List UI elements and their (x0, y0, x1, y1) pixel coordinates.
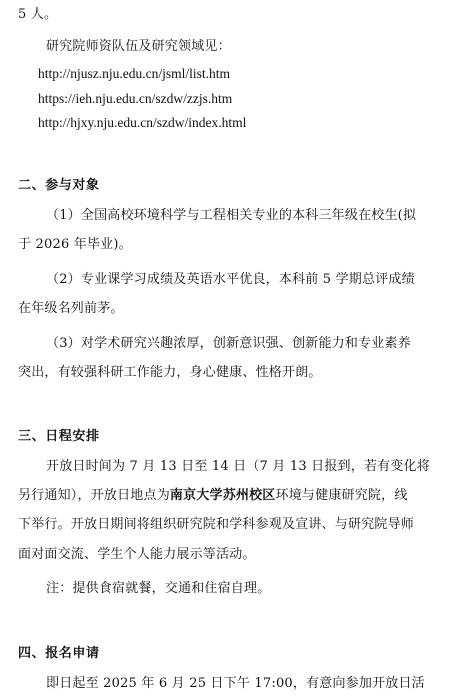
schedule-location-bold: 南京大学苏州校区 (169, 488, 276, 503)
participant-item-2-line-1: （2）专业课学习成绩及英语水平优良，本科前 5 学期总评成绩 (46, 272, 415, 287)
section-heading-participants: 二、参与对象 (18, 178, 100, 193)
faculty-link-1[interactable]: http://njusz.nju.edu.cn/jsml/list.htm (38, 66, 230, 81)
registration-line-1: 即日起至 2025 年 6 月 25 日下午 17:00，有意向参加开放日活 (46, 676, 425, 691)
schedule-line-1: 开放日时间为 7 月 13 日至 14 日（7 月 13 日报到，若有变化将 (46, 459, 430, 474)
participant-item-2-line-2: 在年级名列前茅。 (18, 301, 124, 316)
participant-item-3-line-1: （3）对学术研究兴趣浓厚，创新意识强、创新能力和专业素养 (46, 336, 411, 351)
line-continuation: 5 人。 (18, 7, 58, 22)
schedule-line-2-post: 环境与健康研究院，线 (275, 488, 408, 503)
faculty-link-3[interactable]: http://hjxy.nju.edu.cn/szdw/index.html (38, 115, 247, 130)
section-heading-schedule: 三、日程安排 (18, 429, 100, 444)
section-heading-registration: 四、报名申请 (18, 646, 100, 661)
participant-item-1-line-1: （1）全国高校环境科学与工程相关专业的本科三年级在校生(拟 (46, 208, 417, 223)
schedule-note: 注：提供食宿就餐，交通和住宿自理。 (46, 581, 271, 596)
participant-item-1-line-2: 于 2026 年毕业)。 (18, 237, 132, 252)
faculty-intro: 研究院师资队伍及研究领域见： (46, 39, 231, 54)
schedule-line-3: 下举行。开放日期间将组织研究院和学科参观及宣讲、与研究院导师 (18, 517, 415, 532)
schedule-line-2-pre: 另行通知），开放日地点为 (18, 488, 170, 503)
faculty-link-2[interactable]: https://ieh.nju.edu.cn/szdw/zzjs.htm (38, 91, 233, 106)
schedule-line-2 (18, 487, 408, 505)
participant-item-3-line-2: 突出，有较强科研工作能力，身心健康、性格开朗。 (18, 365, 322, 380)
schedule-line-4: 面对面交流、学生个人能力展示等活动。 (18, 547, 256, 562)
